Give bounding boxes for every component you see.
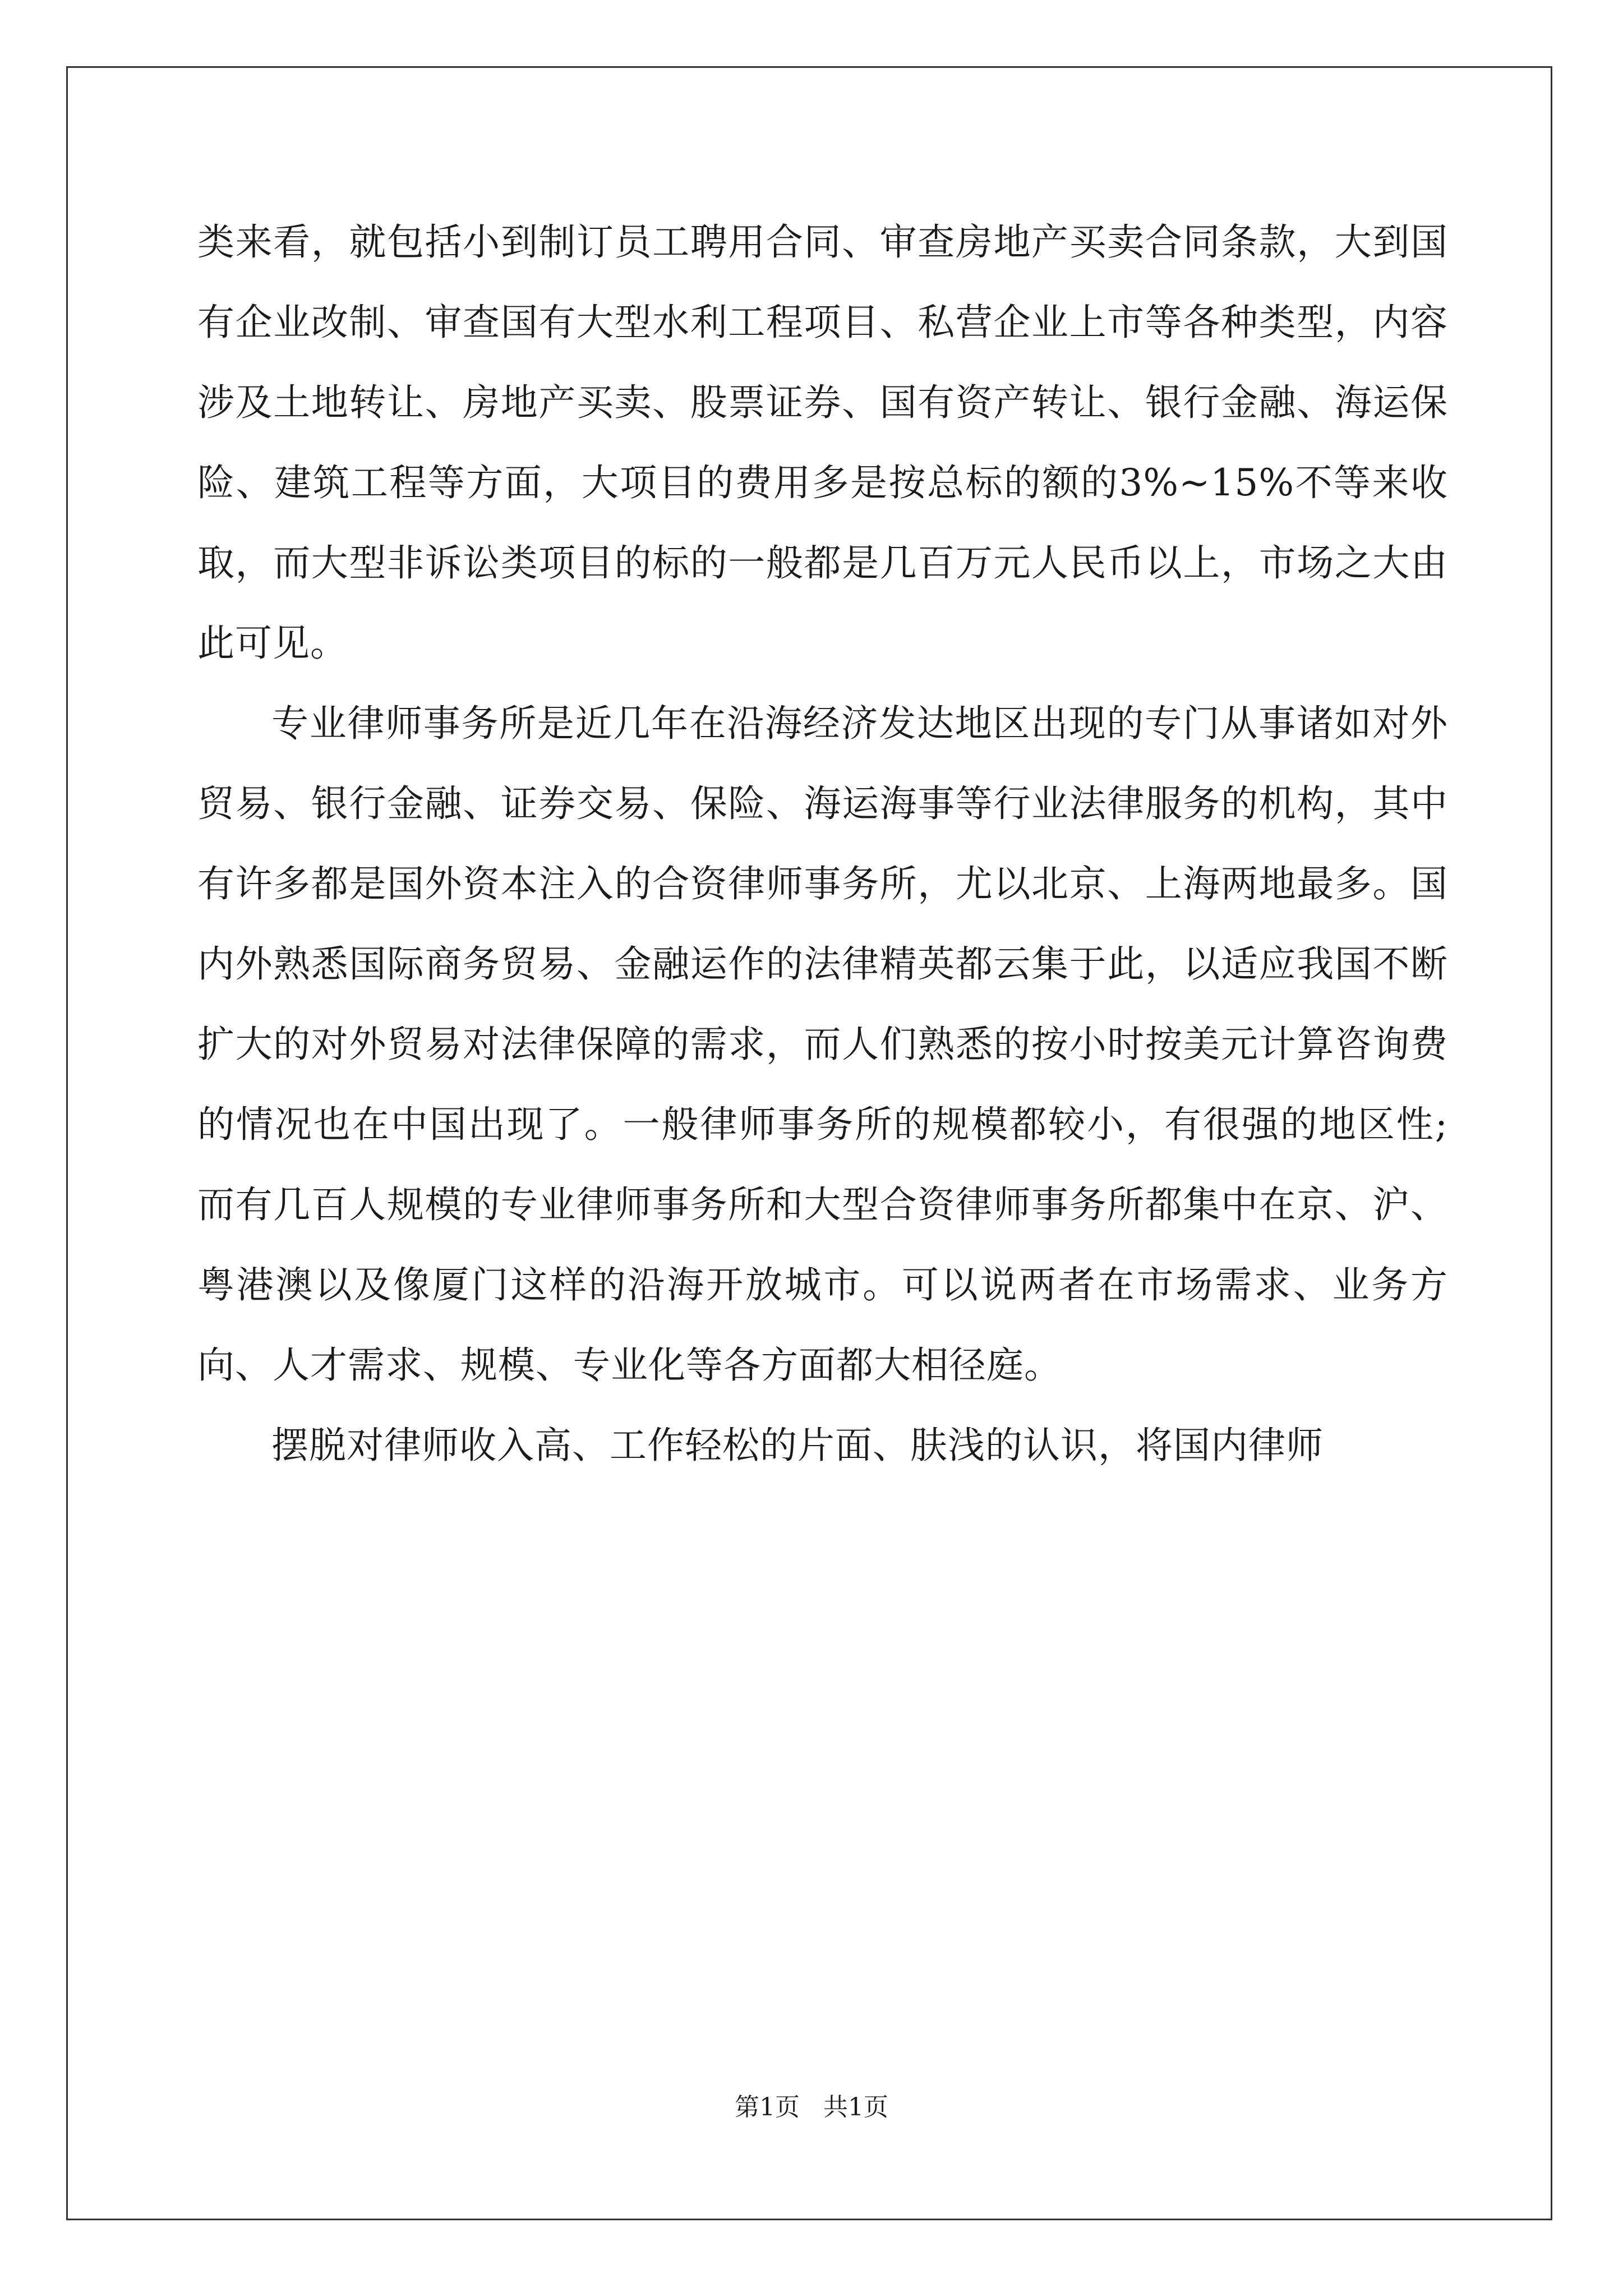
paragraph-1: 类来看，就包括小到制订员工聘用合同、审查房地产买卖合同条款，大到国有企业改制、审查国有大型水利工程项目、私营企业上市等各种类型，内容涉及土地转让、房地产买卖、股票证券、国有资产转让、银行金融、海运保险、建筑工程等方面，大项目的费用多是按总标的额的3%~15%不等来收取，而大型非诉讼类项目的标的一般都是几百万元人民币以上，市场之大由此可见。 [197,220,1448,665]
paragraph-3: 摆脱对律师收入高、工作轻松的片面、肤浅的认识，将国内律师 [271,1424,1324,1467]
paragraph-2: 专业律师事务所是近几年在沿海经济发达地区出现的专门从事诸如对外贸易、银行金融、证券交易、保险、海运海事等行业法律服务的机构，其中有许多都是国外资本注入的合资律师事务所，尤以北京、上海两地最多。国内外熟悉国际商务贸易、金融运作的法律精英都云集于此，以适应我国不断扩大的对外贸易对法律保障的需求，而人们熟悉的按小时按美元计算咨询费的情况也在中国出现了。一般律师事务所的规模都较小，有很强的地区性;而有几百人规模的专业律师事务所和大型合资律师事务所都集中在京、沪、粤港澳以及像厦门这样的沿海开放城市。可以说两者在市场需求、业务方向、人才需求、规模、专业化等各方面都大相径庭。 [197,702,1448,1387]
page-footer [0,2087,1623,2123]
document-body [197,202,1448,1485]
page-number-label: 第1页 共1页 [735,2093,888,2122]
